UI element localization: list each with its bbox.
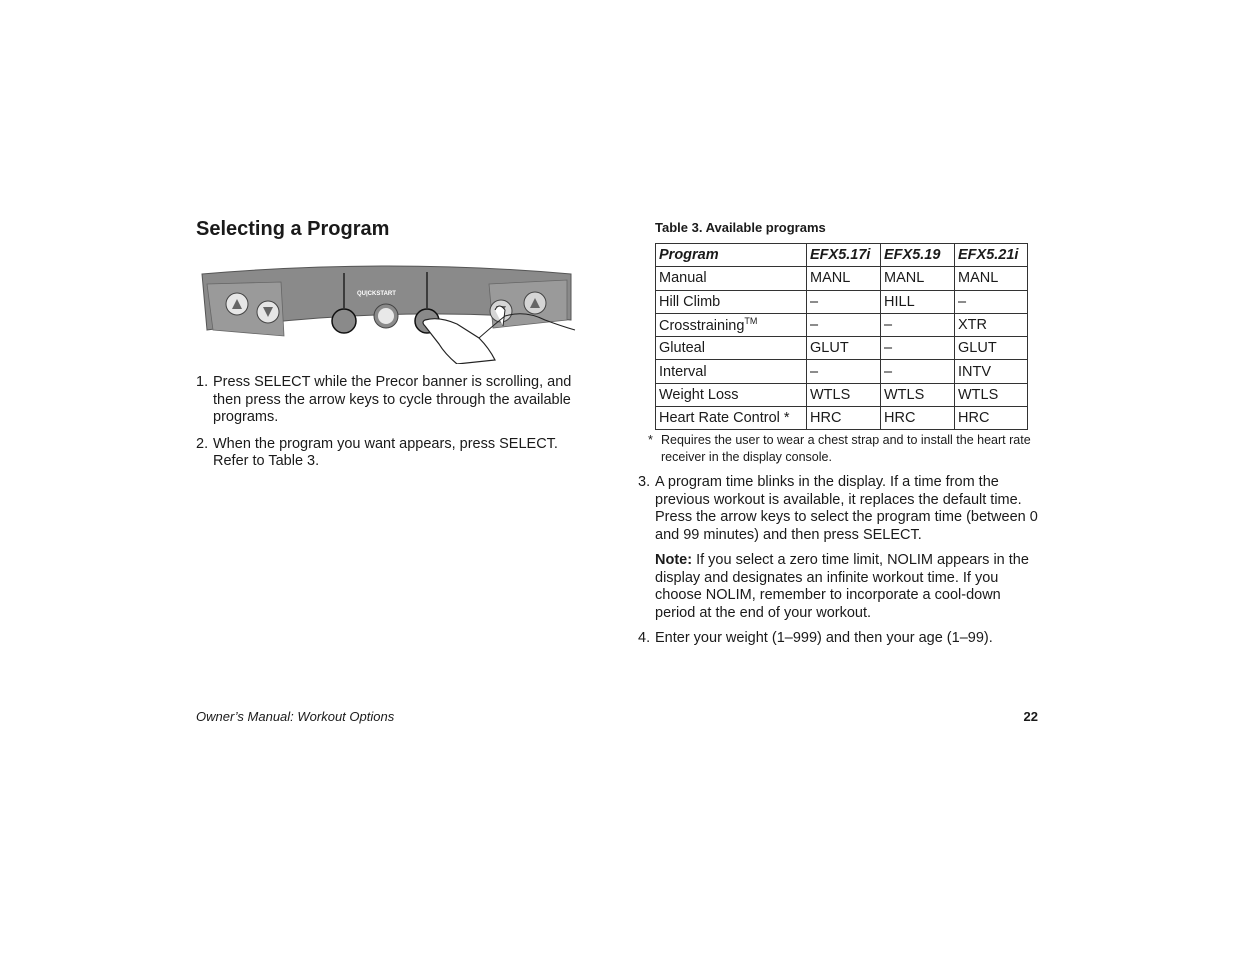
page-heading: Selecting a Program: [196, 218, 390, 240]
table-cell: MANL: [881, 267, 955, 290]
table-cell: –: [807, 313, 881, 336]
table-cell: –: [881, 337, 955, 360]
footer-title: Owner’s Manual: Workout Options: [196, 709, 395, 724]
table-footnote: [648, 432, 1038, 466]
table-cell: –: [955, 290, 1028, 313]
quickstart-logo: QU|CKSTART: [357, 291, 396, 297]
table-row: [656, 337, 1028, 360]
table-row: [656, 290, 1028, 313]
step-text: When the program you want appears, press SELECT. Refer to Table 3.: [213, 435, 558, 469]
reset-label: RESET: [332, 337, 349, 343]
arrow-up-icon[interactable]: [524, 292, 546, 314]
step-3: [638, 474, 1038, 544]
table-cell: HRC: [807, 407, 881, 430]
table-cell: Interval: [656, 360, 807, 383]
header-efx521i: EFX5.21i: [955, 244, 1028, 267]
trademark-mark: TM: [744, 316, 758, 327]
table-cell: MANL: [807, 267, 881, 290]
table-cell: WTLS: [955, 383, 1028, 406]
table-row: [656, 383, 1028, 406]
header-efx517i: EFX5.17i: [807, 244, 881, 267]
program-name: Crosstraining: [659, 317, 745, 334]
arrow-up-icon[interactable]: [226, 293, 248, 315]
header-program: Program: [656, 244, 807, 267]
table-caption: Table 3. Available programs: [655, 220, 826, 235]
table-cell: GLUT: [955, 337, 1028, 360]
page-number: 22: [1023, 709, 1038, 724]
table-cell: XTR: [955, 313, 1028, 336]
step-4: [638, 630, 1038, 648]
step-number: 4.: [638, 630, 651, 646]
step-number: 1.: [196, 374, 209, 390]
table-cell: Manual: [656, 267, 807, 290]
available-programs-table: [655, 243, 1028, 430]
table-cell: HRC: [955, 407, 1028, 430]
table-cell: Hill Climb: [656, 290, 807, 313]
select-label: SELECT: [413, 337, 433, 343]
note-label: Note:: [655, 552, 693, 568]
table-cell: Heart Rate Control *: [656, 407, 807, 430]
table-cell: HILL: [881, 290, 955, 313]
step-2: [196, 436, 591, 471]
console-panel-illustration: [199, 264, 579, 364]
quickstart-button-light: [378, 308, 394, 324]
step-number: 2.: [196, 435, 209, 452]
step-1: [196, 374, 591, 427]
step-text: Press SELECT while the Precor banner is scrolling, and then press the arrow keys to cycle through the available programs.: [213, 374, 572, 425]
table-cell: [656, 313, 807, 336]
table-cell: Gluteal: [656, 337, 807, 360]
note-text: If you select a zero time limit, NOLIM appears in the display and designates an infinite workout time. If you choose NOLIM, remember to incorporate a cool-down period at the end of your workout.: [655, 552, 1029, 621]
table-cell: Weight Loss: [656, 383, 807, 406]
footnote-text: Requires the user to wear a chest strap and to install the heart rate receiver in the display console.: [661, 433, 1031, 464]
step-text: Enter your weight (1–999) and then your age (1–99).: [655, 630, 993, 646]
table-cell: MANL: [955, 267, 1028, 290]
step-text: A program time blinks in the display. If a time from the previous workout is available, it replaces the default time. Press the arrow keys to select the program time (between 0 and 99 minutes) and then press SELECT.: [655, 474, 1038, 543]
table-row: [656, 267, 1028, 290]
table-cell: GLUT: [807, 337, 881, 360]
table-cell: WTLS: [881, 383, 955, 406]
footnote-star: *: [648, 433, 653, 447]
instructions-right: [638, 474, 1038, 656]
table-cell: –: [881, 313, 955, 336]
table-cell: –: [807, 290, 881, 313]
header-efx519: EFX5.19: [881, 244, 955, 267]
step-number: 3.: [638, 474, 651, 490]
note-paragraph: [638, 552, 1038, 622]
table-row: [656, 360, 1028, 383]
table-cell: HRC: [881, 407, 955, 430]
table-row: [656, 407, 1028, 430]
table-header-row: [656, 244, 1028, 267]
instructions-left: [196, 374, 591, 480]
table-cell: –: [881, 360, 955, 383]
table-row: [656, 313, 1028, 336]
arrow-down-icon[interactable]: [257, 301, 279, 323]
table-cell: WTLS: [807, 383, 881, 406]
table-cell: –: [807, 360, 881, 383]
table-cell: INTV: [955, 360, 1028, 383]
reset-button[interactable]: [332, 309, 356, 333]
